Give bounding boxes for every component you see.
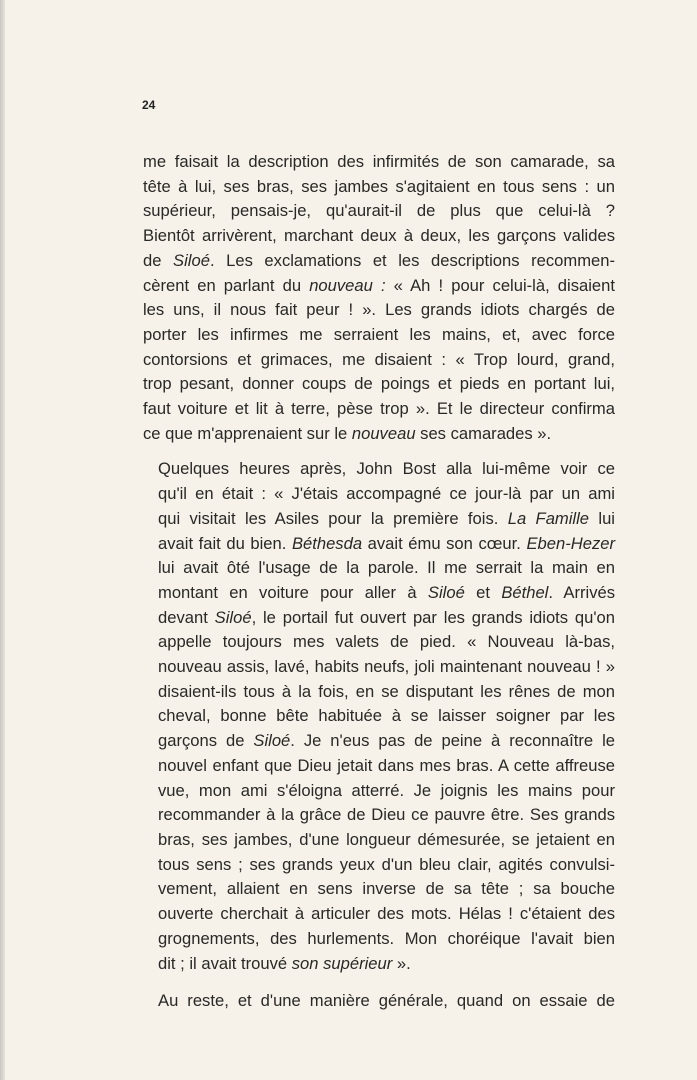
text-line — [143, 581, 615, 606]
italic-text: son supérieur — [291, 953, 393, 973]
text-line — [143, 298, 615, 323]
text-line — [143, 422, 615, 447]
italic-text: nouveau : — [309, 275, 386, 295]
text-run: me faisait la description des infirmités de son camarade, sa — [143, 152, 615, 171]
text-run: lui — [589, 508, 615, 528]
text-line — [143, 606, 615, 631]
text-line — [143, 989, 615, 1014]
text-run: ouverte cherchait à articuler des mots. Hélas ! c'étaient des — [158, 904, 615, 924]
text-run: devant — [158, 607, 215, 627]
paragraph-2 — [143, 457, 615, 976]
text-run: avait ému son cœur. — [362, 533, 527, 553]
text-line — [143, 655, 615, 680]
page-number: 24 — [142, 98, 156, 112]
italic-text: nouveau — [351, 423, 416, 443]
text-run: grognements, des hurlements. Mon choréique l'avait bien — [158, 928, 615, 948]
text-run: cheval, bonne bête habituée à se laisser soigner par les — [158, 706, 615, 726]
text-line — [143, 224, 615, 249]
text-run: supérieur, pensais-je, qu'aurait-il de plus que celui-là ? — [143, 201, 615, 221]
text-run: nouvel enfant que Dieu jetait dans mes bras. A cette affreuse — [158, 755, 615, 775]
italic-text: Béthesda — [291, 533, 363, 553]
text-line — [143, 828, 615, 853]
text-run: Au reste, et d'une manière générale, quand on essaie de — [158, 991, 615, 1011]
text-run: tête à lui, ses bras, ses jambes s'agitaient en tous sens : un — [143, 176, 615, 196]
text-run: ce que m'apprenaient sur le — [143, 423, 352, 443]
text-run: ses camarades ». — [415, 423, 552, 443]
text-run: « Ah ! pour celui-là, disaient — [385, 275, 616, 295]
text-run: vement, allaient en sens inverse de sa tête ; sa bouche — [158, 879, 615, 899]
text-line — [143, 457, 615, 482]
text-run: avait fait du bien. — [158, 533, 292, 553]
text-run: cèrent en parlant du — [143, 275, 310, 295]
text-run: vue, mon ami s'éloigna atterré. Je joignis les mains pour — [158, 780, 615, 800]
text-line — [143, 729, 615, 754]
text-line — [143, 274, 615, 299]
text-line — [143, 630, 615, 655]
text-run: nouveau assis, lavé, habits neufs, joli maintenant nouveau ! » — [158, 657, 615, 677]
text-run: dit ; il avait trouvé — [158, 953, 292, 973]
text-run: et — [464, 582, 502, 602]
italic-text: Eben-Hezer — [526, 533, 615, 553]
italic-text: Béthel — [501, 582, 549, 602]
text-run: appelle toujours mes valets de pied. « Nouveau là-bas, — [158, 632, 615, 652]
text-line — [143, 532, 615, 557]
text-run: ». — [392, 953, 411, 973]
text-line — [143, 853, 615, 878]
text-line — [143, 372, 615, 397]
text-run: montant en voiture pour aller à — [158, 582, 428, 602]
text-run: qui visitait les Asiles pour la première fois. — [158, 508, 508, 528]
text-run: contorsions et grimaces, me disaient : « Trop lourd, grand, — [143, 349, 615, 369]
text-run: lui avait ôté l'usage de la parole. Il me serrait la main en — [158, 558, 615, 578]
text-run: Bientôt arrivèrent, marchant deux à deux, les garçons valides — [143, 226, 615, 246]
italic-text: Siloé — [427, 582, 465, 602]
text-line — [143, 482, 615, 507]
body-text — [143, 150, 615, 1014]
text-line — [143, 556, 615, 581]
text-line — [143, 249, 615, 274]
text-line — [143, 150, 615, 175]
paragraph-3 — [143, 989, 615, 1014]
italic-text: Siloé — [214, 607, 252, 627]
text-line — [143, 323, 615, 348]
text-line — [143, 952, 615, 977]
italic-text: La Famille — [507, 508, 590, 528]
text-line — [143, 803, 615, 828]
text-line — [143, 175, 615, 200]
text-run: . Je n'eus pas de peine à reconnaître le — [290, 731, 615, 751]
page-spine-edge — [0, 0, 5, 1080]
text-line — [143, 779, 615, 804]
italic-text: Siloé — [253, 731, 291, 751]
text-run: . Arrivés — [548, 582, 616, 602]
text-run: porter les infirmes me serraient les mains, et, avec force — [143, 324, 615, 344]
text-run: recommander à la grâce de Dieu ce pauvre être. Ses grands — [158, 805, 615, 825]
text-run: de — [143, 250, 174, 270]
text-line — [143, 199, 615, 224]
text-run: garçons de — [158, 731, 254, 751]
text-run: Quelques heures après, John Bost alla lui-même voir ce — [158, 459, 615, 479]
text-line — [143, 507, 615, 532]
text-run: disaient-ils tous à la fois, en se disputant les rênes de mon — [158, 681, 615, 701]
text-run: . Les exclamations et les descriptions recommen- — [209, 250, 615, 270]
text-run: faut voiture et lit à terre, pèse trop ». Et le directeur confirma — [143, 399, 615, 419]
text-run: , le portail fut ouvert par les grands idiots qu'on — [251, 607, 615, 627]
text-run: qu'il en était : « J'étais accompagné ce jour-là par un ami — [158, 484, 615, 504]
text-line — [143, 397, 615, 422]
text-run: tous sens ; ses grands yeux d'un bleu clair, agités convulsi- — [158, 854, 615, 874]
text-line — [143, 704, 615, 729]
text-line — [143, 754, 615, 779]
text-line — [143, 680, 615, 705]
italic-text: Siloé — [173, 250, 210, 270]
text-line — [143, 902, 615, 927]
text-line — [143, 877, 615, 902]
text-run: bras, ses jambes, d'une longueur démesurée, se jetaient en — [158, 829, 615, 849]
text-line — [143, 348, 615, 373]
text-run: les uns, il nous fait peur ! ». Les grands idiots chargés de — [143, 300, 615, 320]
paragraph-1 — [143, 150, 615, 446]
text-run: trop pesant, donner coups de poings et pieds en portant lui, — [143, 374, 615, 394]
text-line — [143, 927, 615, 952]
